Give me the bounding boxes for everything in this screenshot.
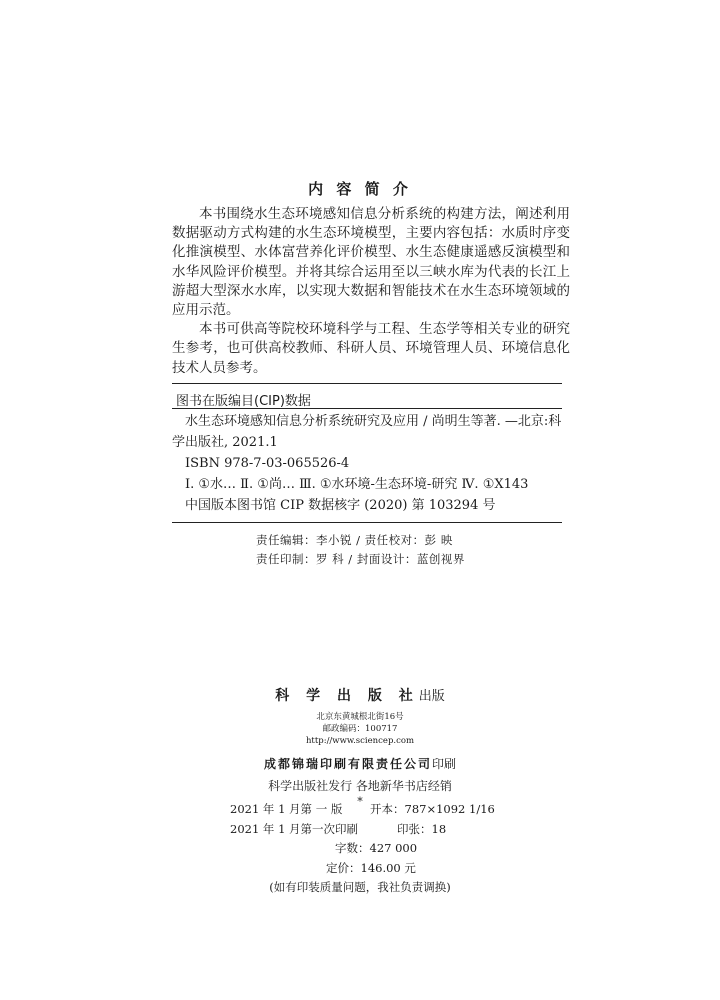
printer-suffix: 印刷 bbox=[432, 757, 457, 771]
intro-title: 内 容 简 介 bbox=[308, 180, 412, 198]
publisher-suffix: 出版 bbox=[418, 689, 445, 704]
intro-paragraph: 本书围绕水生态环境感知信息分析系统的构建方法，阐述利用数据驱动方式构建的水生态环境模型，主要内容包括：水质时序变化推演模型、水体富营养化评价模型、水生态健康遥感反演模型和水华风险评价模型。并将其综合运用至以三峡水库为代表的长江上游超大型深水水库，以实现大数据和智能技术在水生态环境领域的应用示范。 bbox=[172, 206, 570, 319]
publisher-address: 北京东黄城根北街16号 bbox=[316, 712, 404, 722]
cip-title-line: 水生态环境感知信息分析系统研究及应用 / 尚明生等著. —北京:科 bbox=[185, 414, 562, 429]
format: 开本：787×1092 1/16 bbox=[370, 802, 495, 816]
cip-classification: Ⅰ. ①水… Ⅱ. ①尚… Ⅲ. ①水环境-生态环境-研究 Ⅳ. ①X143 bbox=[185, 477, 529, 492]
separator-star: * bbox=[357, 795, 363, 808]
publisher-url: http://www.sciencep.com bbox=[305, 736, 415, 746]
distribution: 科学出版社发行 各地新华书店经销 bbox=[268, 779, 452, 793]
publisher-name: 科 学 出 版 社 bbox=[275, 688, 419, 704]
cip-bottom-rule bbox=[172, 522, 562, 523]
intro-text bbox=[172, 205, 570, 378]
publisher-postcode: 邮政编码：100717 bbox=[322, 724, 398, 734]
quality-notice: (如有印装质量问题，我社负责调换) bbox=[269, 880, 451, 894]
staff-credits bbox=[256, 531, 465, 569]
publisher-block bbox=[0, 685, 720, 808]
cip-title-line: 学出版社, 2021.1 bbox=[172, 435, 278, 450]
intro-paragraph: 本书可供高等院校环境科学与工程、生态学等相关专业的研究生参考，也可供高校教师、科研人员、环境管理人员、环境信息化技术人员参考。 bbox=[172, 321, 570, 376]
word-count: 字数：427 000 bbox=[335, 841, 418, 855]
cip-heading-rule bbox=[172, 408, 562, 409]
specs-block bbox=[0, 800, 720, 898]
cip-block bbox=[172, 411, 562, 516]
staff-line: 责任编辑：李小锐 / 责任校对：彭 映 bbox=[256, 533, 453, 547]
staff-line: 责任印制：罗 科 / 封面设计：蓝创视界 bbox=[256, 552, 465, 566]
price: 定价：146.00 元 bbox=[326, 860, 416, 875]
cip-heading: 图书在版编目(CIP)数据 bbox=[176, 394, 311, 409]
printing: 2021 年 1 月第一次印刷 bbox=[230, 821, 359, 836]
cip-top-rule bbox=[172, 383, 562, 384]
printer-name: 成都锦瑞印刷有限责任公司 bbox=[263, 757, 432, 771]
sheets: 印张：18 bbox=[397, 821, 447, 836]
cip-record: 中国版本图书馆 CIP 数据核字 (2020) 第 103294 号 bbox=[185, 498, 496, 513]
edition: 2021 年 1 月第 一 版 bbox=[230, 802, 343, 816]
cip-isbn: ISBN 978-7-03-065526-4 bbox=[185, 456, 350, 471]
